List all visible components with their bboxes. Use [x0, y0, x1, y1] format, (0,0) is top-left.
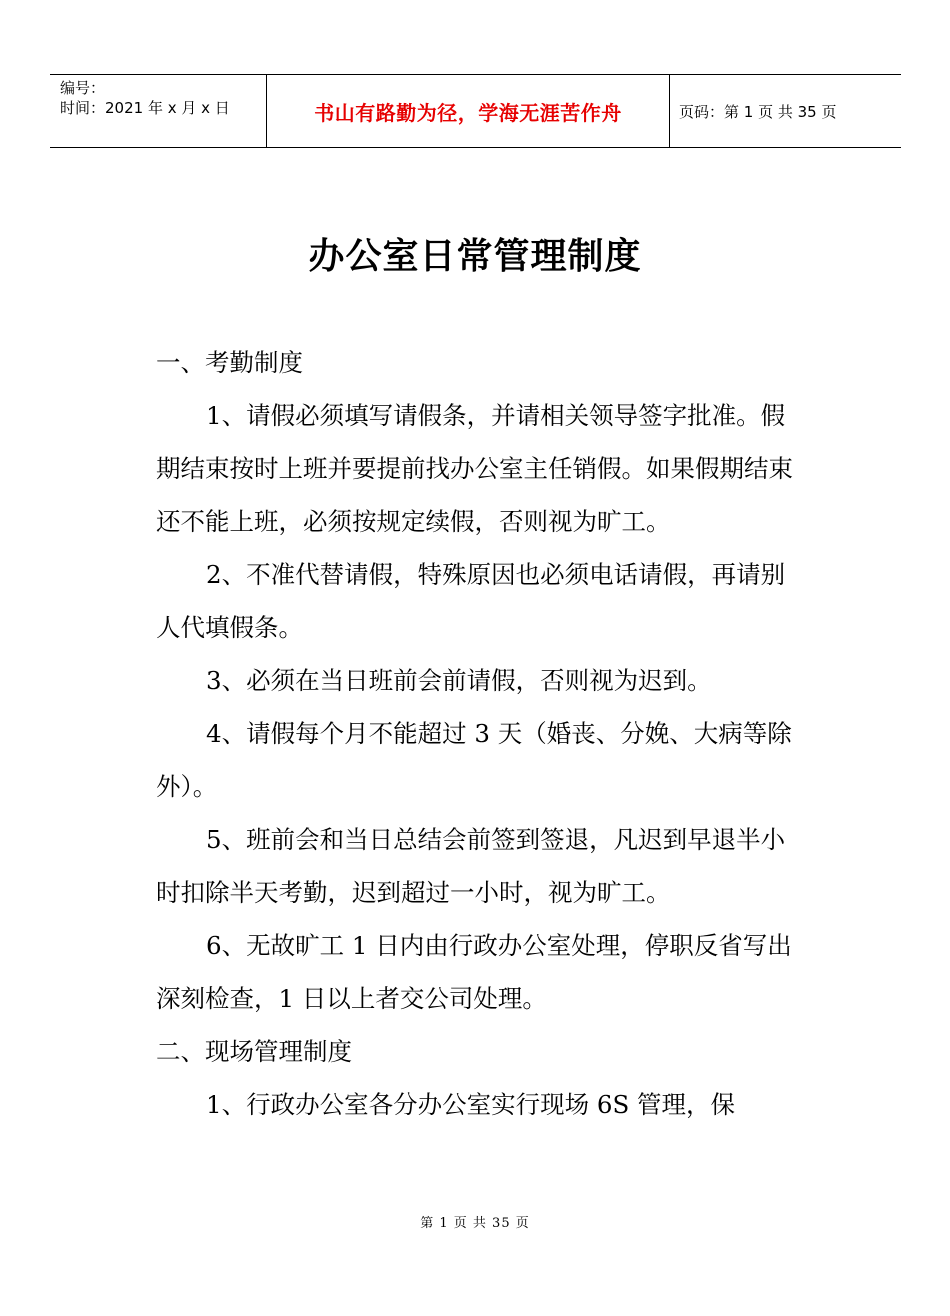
document-body: [156, 336, 806, 1131]
document-title: 办公室日常管理制度: [308, 236, 642, 277]
paragraph: 1、行政办公室各分办公室实行现场 6S 管理，保: [206, 1090, 736, 1119]
page-footer: 第 1 页 共 35 页: [420, 1216, 530, 1231]
paragraph: 3、必须在当日班前会前请假，否则视为迟到。: [206, 666, 712, 695]
number-label: 编号：: [60, 79, 106, 97]
header-left-cell: [50, 75, 266, 147]
motto-text: 书山有路勤为径，学海无涯苦作舟: [314, 100, 622, 125]
section-heading-site-management: 二、现场管理制度: [156, 1037, 352, 1066]
paragraph: 1、请假必须填写请假条，并请相关领导签字批准。假期结束按时上班并要提前找办公室主任销假。如果假期结束还不能上班，必须按规定续假，否则视为旷工。: [156, 401, 793, 536]
time-label: 时间：2021 年 x 月 x 日: [60, 99, 230, 117]
header-page-cell: [668, 75, 901, 147]
paragraph: 6、无故旷工 1 日内由行政办公室处理，停职反省写出深刻检查，1 日以上者交公司处理。: [156, 931, 792, 1013]
paragraph: 2、不准代替请假，特殊原因也必须电话请假，再请别人代填假条。: [156, 560, 786, 642]
page-label: 页码：第 1 页 共 35 页: [679, 102, 837, 121]
page-header: [50, 74, 901, 148]
paragraph: 5、班前会和当日总结会前签到签退，凡迟到早退半小时扣除半天考勤，迟到超过一小时，视为旷工。: [156, 825, 786, 907]
header-motto-cell: [266, 75, 670, 147]
section-heading-attendance: 一、考勤制度: [156, 348, 303, 377]
paragraph: 4、请假每个月不能超过 3 天（婚丧、分娩、大病等除外）。: [156, 719, 792, 801]
